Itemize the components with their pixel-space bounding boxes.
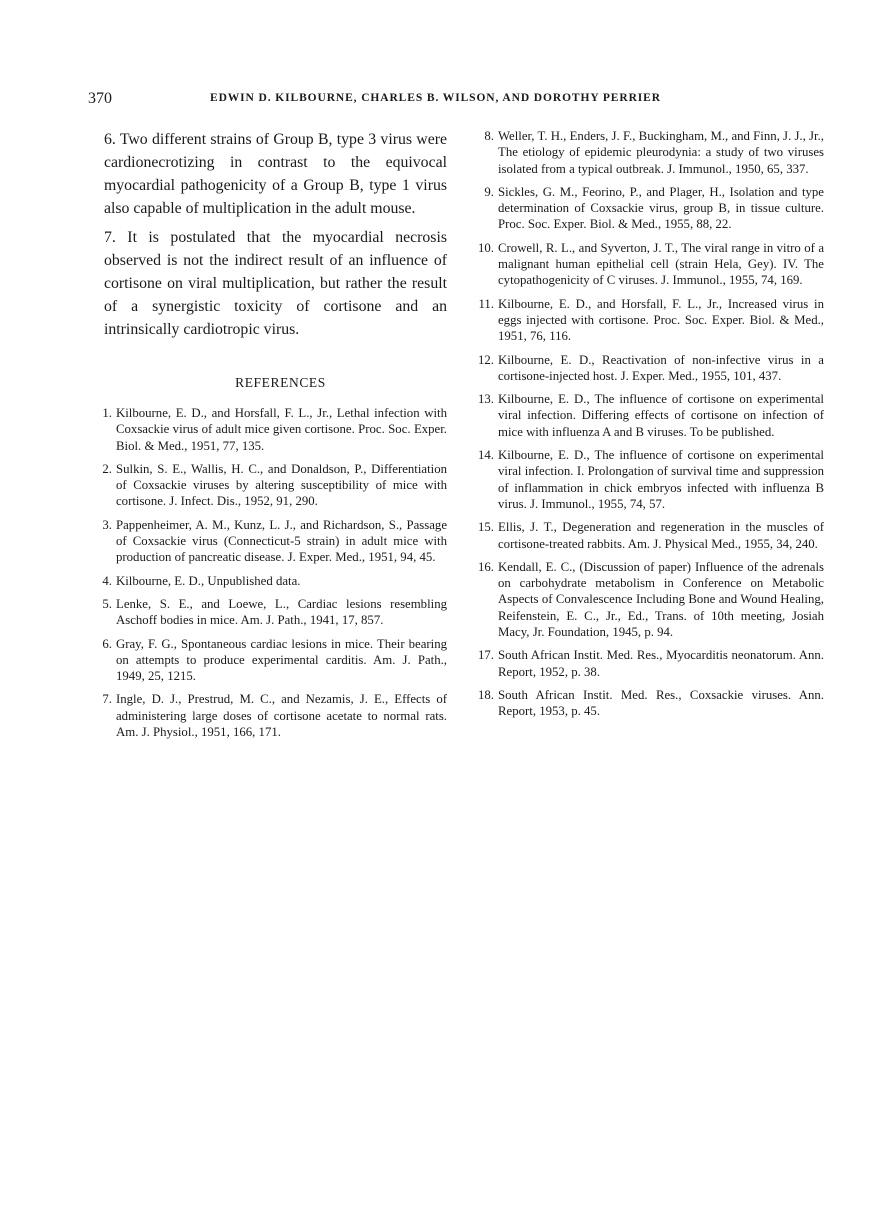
right-column (470, 128, 824, 727)
reference-number: 1. (102, 406, 112, 420)
reference-item (88, 405, 447, 454)
reference-item (470, 240, 824, 289)
reference-text: South African Instit. Med. Res., Myocarditis neonatorum. Ann. Report, 1952, p. 38. (498, 648, 824, 679)
reference-item (88, 573, 447, 589)
reference-text: Gray, F. G., Spontaneous cardiac lesions in mice. Their bearing on attempts to produce experimental carditis. Am. J. Path., 1949, 25, 1215. (116, 636, 447, 684)
reference-text: Lenke, S. E., and Loewe, L., Cardiac lesions resembling Aschoff bodies in mice. Am. J. Path., 1941, 17, 857. (116, 596, 447, 628)
reference-number: 5. (102, 596, 112, 611)
reference-number: 12. (478, 352, 494, 367)
reference-text: Kilbourne, E. D., The influence of cortisone on experimental viral infection. I. Prolongation of survival time and suppression of inflammation in chick embryos infected with influenza B virus. J. Immunol., 1955, 74, 57. (498, 448, 824, 511)
reference-item (88, 461, 447, 510)
reference-item (88, 691, 447, 740)
reference-item (88, 596, 447, 629)
reference-text: Pappenheimer, A. M., Kunz, L. J., and Richardson, S., Passage of Coxsackie virus (Connecticut-5 strain) in adult mice with production of pancreatic disease. J. Exper. Med., 1951, 94, 45. (116, 517, 447, 565)
reference-text: Sickles, G. M., Feorino, P., and Plager, H., Isolation and type determination of Coxsackie virus, group B, in tissue culture. Proc. Soc. Exper. Biol. & Med., 1955, 88, 22. (498, 184, 824, 232)
left-column (104, 128, 447, 747)
reference-item (470, 447, 824, 512)
reference-item (470, 352, 824, 385)
reference-number: 6. (102, 636, 112, 651)
reference-item (470, 559, 824, 640)
reference-number: 10. (478, 240, 494, 255)
reference-text: Kendall, E. C., (Discussion of paper) Influence of the adrenals on carbohydrate metabolism in Conference on Metabolic Aspects of Convalescence Including Bone and Wound Healing, Reifenstein, E. C., Jr., Ed., Trans. of 10th meeting, Josiah Macy, Jr. Foundation, 1945, p. 94. (498, 559, 824, 640)
reference-text: Crowell, R. L., and Syverton, J. T., The viral range in vitro of a malignant human epithelial cell (strain Hela, Gey). IV. The cytopathogenicity of C viruses. J. Immunol., 1955, 74, 169. (498, 240, 824, 288)
reference-text: Ingle, D. J., Prestrud, M. C., and Nezamis, J. E., Effects of administering large doses of cortisone acetate to normal rats. Am. J. Physiol., 1951, 166, 171. (116, 692, 447, 740)
reference-text: Kilbourne, E. D., and Horsfall, F. L., Jr., Lethal infection with Coxsackie virus of adult mice given cortisone. Proc. Soc. Exper. Biol. & Med., 1951, 77, 135. (116, 406, 447, 453)
reference-text: Kilbourne, E. D., Unpublished data. (116, 573, 301, 588)
reference-item (470, 519, 824, 552)
reference-number: 15. (478, 520, 494, 535)
reference-number: 9. (484, 184, 494, 199)
reference-number: 13. (478, 392, 494, 407)
reference-text: Ellis, J. T., Degeneration and regeneration in the muscles of cortisone-treated rabbits. Am. J. Physical Med., 1955, 34, 240. (498, 520, 824, 551)
reference-text: Kilbourne, E. D., and Horsfall, F. L., Jr., Increased virus in eggs injected with cortisone. Proc. Soc. Exper. Biol. & Med., 1951, 76, 116. (498, 296, 824, 344)
reference-item (470, 647, 824, 680)
reference-text: Weller, T. H., Enders, J. F., Buckingham, M., and Finn, J. J., Jr., The etiology of epidemic pleurodynia: a study of two viruses isolated from a typical outbreak. J. Immunol., 1950, 65, 337. (498, 129, 824, 176)
reference-item (470, 184, 824, 233)
reference-number: 11. (478, 296, 494, 311)
reference-item (88, 517, 447, 566)
reference-number: 8. (484, 129, 494, 143)
summary-point-7: 7. It is postulated that the myocardial necrosis observed is not the indirect result of an influence of cortisone on viral multiplication, but rather the result of a synergistic toxicity of cortisone and an intrinsically cardiotropic virus. (104, 229, 447, 338)
running-header (88, 90, 858, 112)
references-list-left (104, 405, 447, 740)
reference-text: South African Instit. Med. Res., Coxsackie viruses. Ann. Report, 1953, p. 45. (498, 687, 824, 719)
reference-number: 17. (478, 648, 494, 663)
reference-item (470, 391, 824, 440)
page-number: 370 (88, 90, 112, 107)
reference-item (88, 636, 447, 685)
references-heading: REFERENCES (235, 375, 326, 390)
reference-item (470, 128, 824, 177)
summary-point-6: 6. Two different strains of Group B, type 3 virus were cardionecrotizing in contrast to the equivocal myocardial pathogenicity of a Group B, type 1 virus also capable of multiplication in the adult mouse. (104, 131, 447, 217)
reference-number: 18. (478, 687, 494, 702)
reference-number: 4. (102, 573, 112, 588)
reference-number: 3. (102, 517, 112, 532)
reference-text: Kilbourne, E. D., Reactivation of non-infective virus in a cortisone-injected host. J. Exper. Med., 1955, 101, 437. (498, 352, 824, 383)
references-list-right (470, 128, 824, 720)
running-title: EDWIN D. KILBOURNE, CHARLES B. WILSON, AND DOROTHY PERRIER (210, 92, 661, 104)
reference-number: 16. (478, 559, 494, 574)
reference-number: 2. (102, 461, 112, 476)
reference-item (470, 687, 824, 720)
reference-number: 14. (478, 448, 494, 463)
reference-text: Kilbourne, E. D., The influence of cortisone on experimental viral infection. Differing effects of cortisone on infection of mice with influenza A and B viruses. To be published. (498, 392, 824, 439)
reference-item (470, 296, 824, 345)
reference-number: 7. (102, 692, 112, 707)
reference-text: Sulkin, S. E., Wallis, H. C., and Donaldson, P., Differentiation of Coxsackie viruses by altering susceptibility of mice with cortisone. J. Infect. Dis., 1952, 91, 290. (116, 461, 447, 509)
